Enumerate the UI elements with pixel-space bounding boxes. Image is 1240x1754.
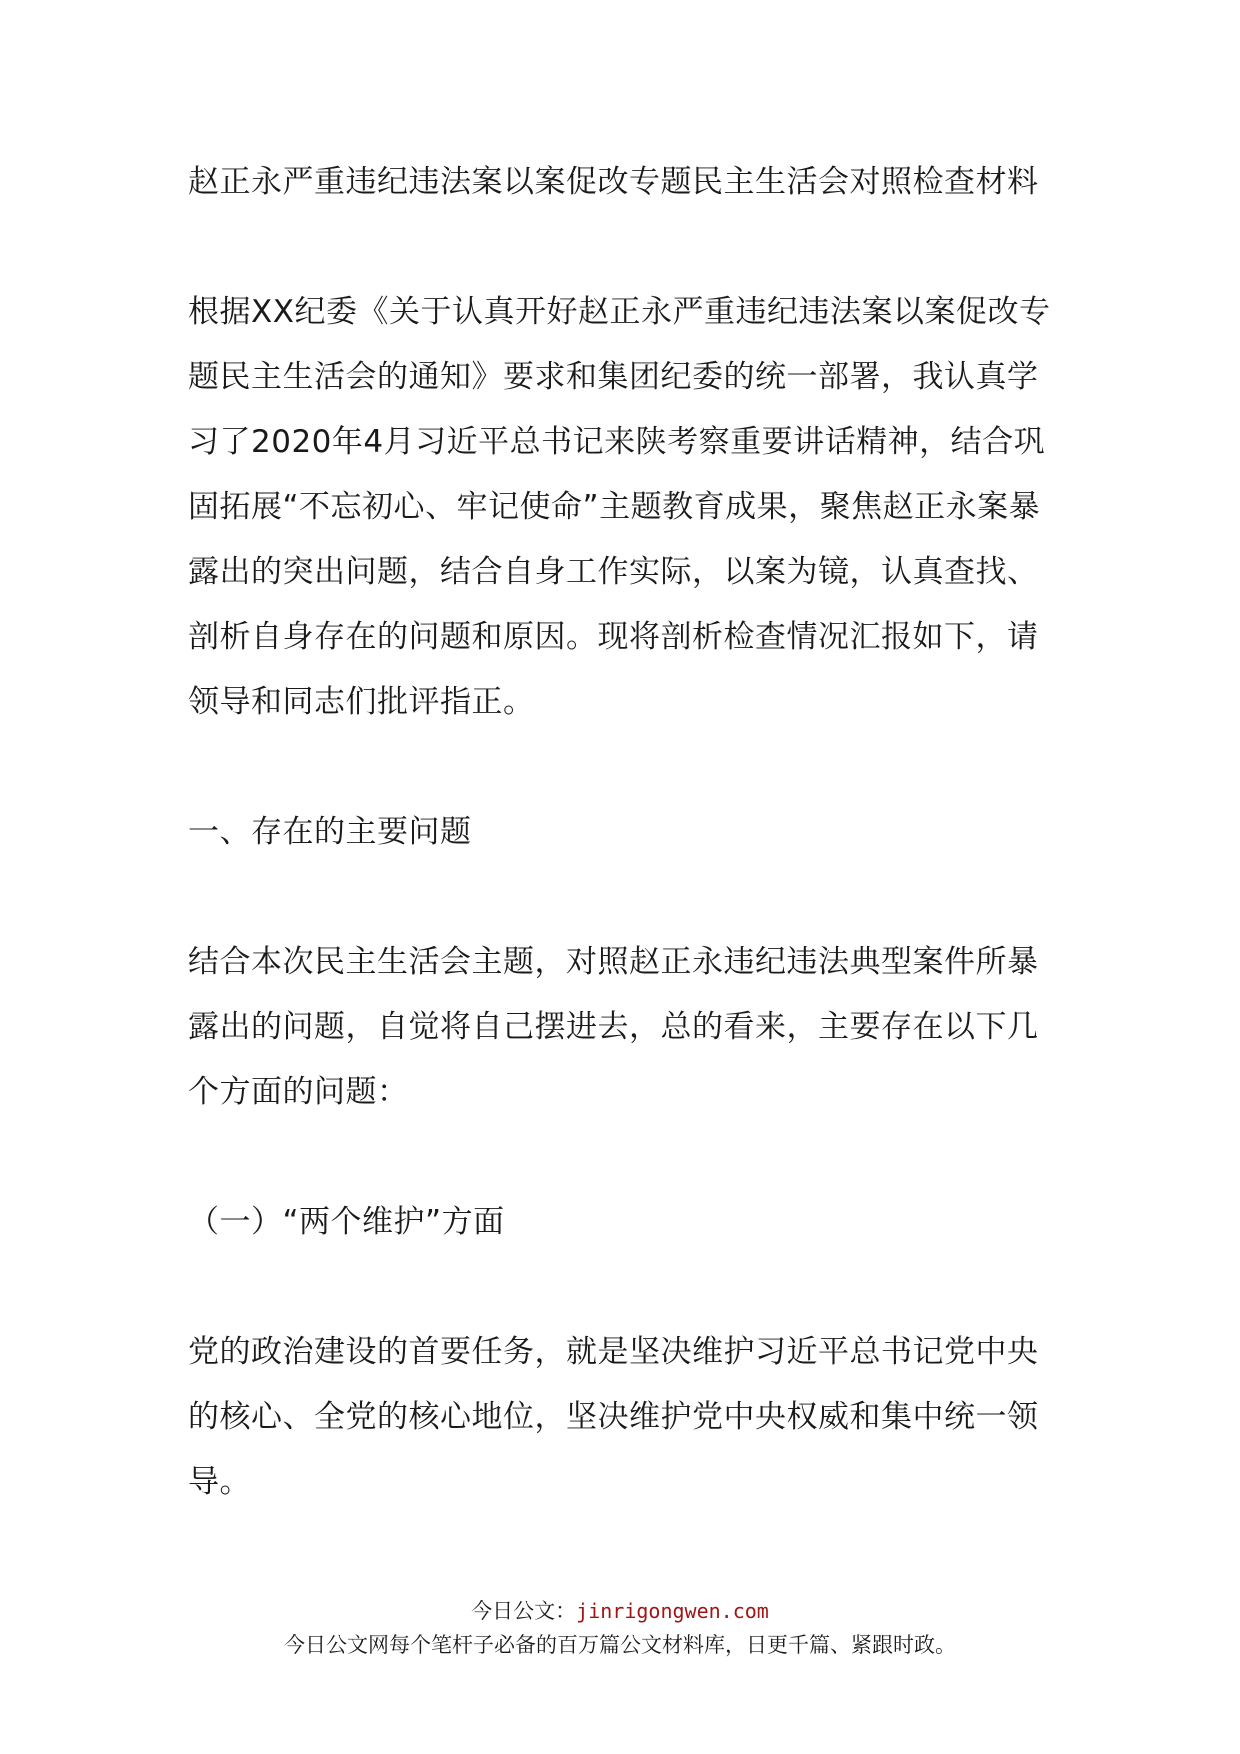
paragraph-gap <box>188 735 1068 800</box>
paragraph-gap <box>188 865 1068 930</box>
footer-site-line <box>0 1596 1240 1626</box>
subsection-paragraph: 党的政治建设的首要任务，就是坚决维护习近平总书记党中央的核心、全党的核心地位，坚决维护党中央权威和集中统一领导。 <box>188 1334 1039 1500</box>
paragraph-gap <box>188 215 1068 280</box>
intro-paragraph: 根据XX纪委《关于认真开好赵正永严重违纪违法案以案促改专题民主生活会的通知》要求和集团纪委的统一部署，我认真学习了2020年4月习近平总书记来陕考察重要讲话精神，结合巩固拓展“不忘初心、牢记使命”主题教育成果，聚焦赵正永案暴露出的突出问题，结合自身工作实际，以案为镜，认真查找、剖析自身存在的问题和原因。现将剖析检查情况汇报如下，请领导和同志们批评指正。 <box>188 294 1051 720</box>
document-title: 赵正永严重违纪违法案以案促改专题民主生活会对照检查材料 <box>188 164 1039 200</box>
document-body <box>188 150 1068 1515</box>
footer-site-label: 今日公文： <box>471 1599 577 1623</box>
footer-site-link[interactable]: jinrigongwen.com <box>576 1599 769 1623</box>
paragraph-gap <box>188 1125 1068 1190</box>
paragraph-gap <box>188 1255 1068 1320</box>
section-paragraph: 结合本次民主生活会主题，对照赵正永违纪违法典型案件所暴露出的问题，自觉将自己摆进去，总的看来，主要存在以下几个方面的问题： <box>188 944 1039 1110</box>
section-heading: 一、存在的主要问题 <box>188 814 472 850</box>
footer-slogan: 今日公文网每个笔杆子必备的百万篇公文材料库，日更千篇、紧跟时政。 <box>284 1633 956 1657</box>
subsection-heading: （一）“两个维护”方面 <box>188 1204 505 1240</box>
